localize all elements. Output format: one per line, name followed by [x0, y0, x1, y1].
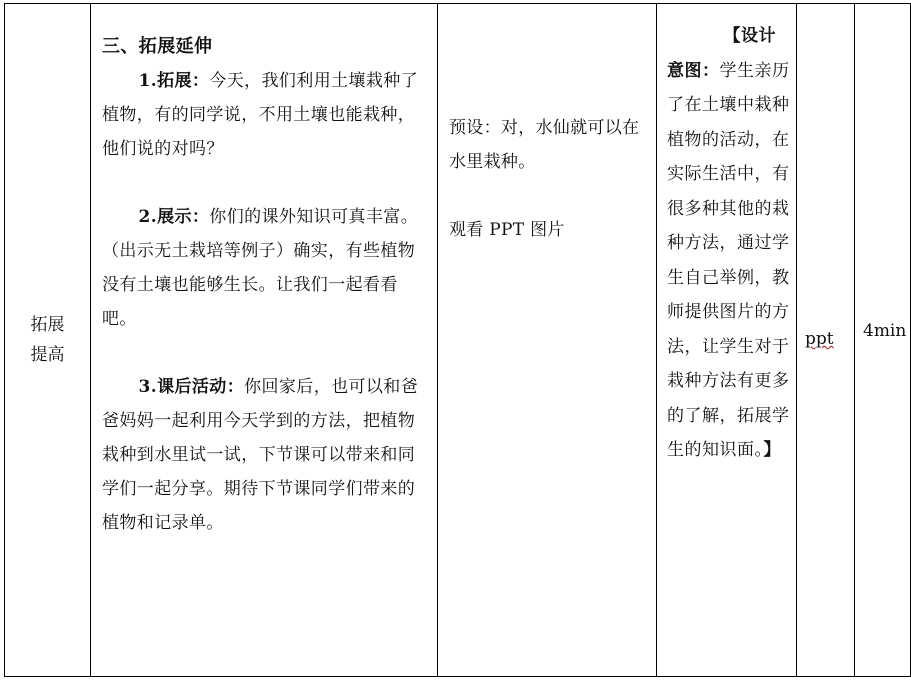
design-open-label: 【设计 — [723, 26, 776, 46]
lesson-plan-table — [4, 3, 911, 677]
design-intent-text: 学生亲历了在土壤中栽种植物的活动，在实际生活中，有很多种其他的栽种方法，通过学生自己举例，教师提供图片的方法，让学生对于栽种方法有更多的了解，拓展学生的知识面。 — [667, 60, 790, 460]
time-value: 4min — [863, 321, 907, 341]
design-close-bracket: 】 — [763, 440, 781, 460]
design-intent-cell — [657, 4, 797, 677]
time-cell — [855, 4, 911, 677]
item3-text: 你回家后，也可以和爸爸妈妈一起利用今天学到的方法，把植物栽种到水里试一试，下节课可以带来和同学们一起分享。期待下节课同学们带来的植物和记录单。 — [102, 377, 419, 533]
resource-cell — [797, 4, 855, 677]
stage-label-line1: 拓展 — [30, 315, 65, 335]
item2-text: 你们的课外知识可真丰富。（出示无土栽培等例子）确实，有些植物没有土壤也能够生长。让我们一起看看吧。 — [102, 207, 419, 329]
table-row — [5, 4, 911, 677]
item1-label: 1.拓展： — [138, 71, 210, 91]
item1-text: 今天，我们利用土壤栽种了植物，有的同学说，不用土壤也能栽种，他们说的对吗？ — [102, 71, 419, 159]
item3-label: 3.课后活动： — [138, 377, 245, 397]
resource-value: ppt — [805, 329, 834, 349]
activity-item-3 — [102, 370, 429, 540]
design-intent-label: 意图： — [667, 60, 720, 81]
item2-label: 2.展示： — [138, 207, 210, 227]
student-line2: 观看 PPT 图片 — [449, 220, 565, 240]
stage-label-line2: 提高 — [30, 345, 65, 365]
activity-item-2 — [102, 200, 429, 336]
activity-item-1 — [102, 64, 429, 166]
section-heading: 三、拓展延伸 — [102, 36, 213, 57]
student-activity-cell — [438, 4, 657, 677]
teacher-activity-cell — [91, 4, 438, 677]
stage-cell — [5, 4, 91, 677]
student-line1: 预设：对，水仙就可以在水里栽种。 — [449, 118, 640, 172]
